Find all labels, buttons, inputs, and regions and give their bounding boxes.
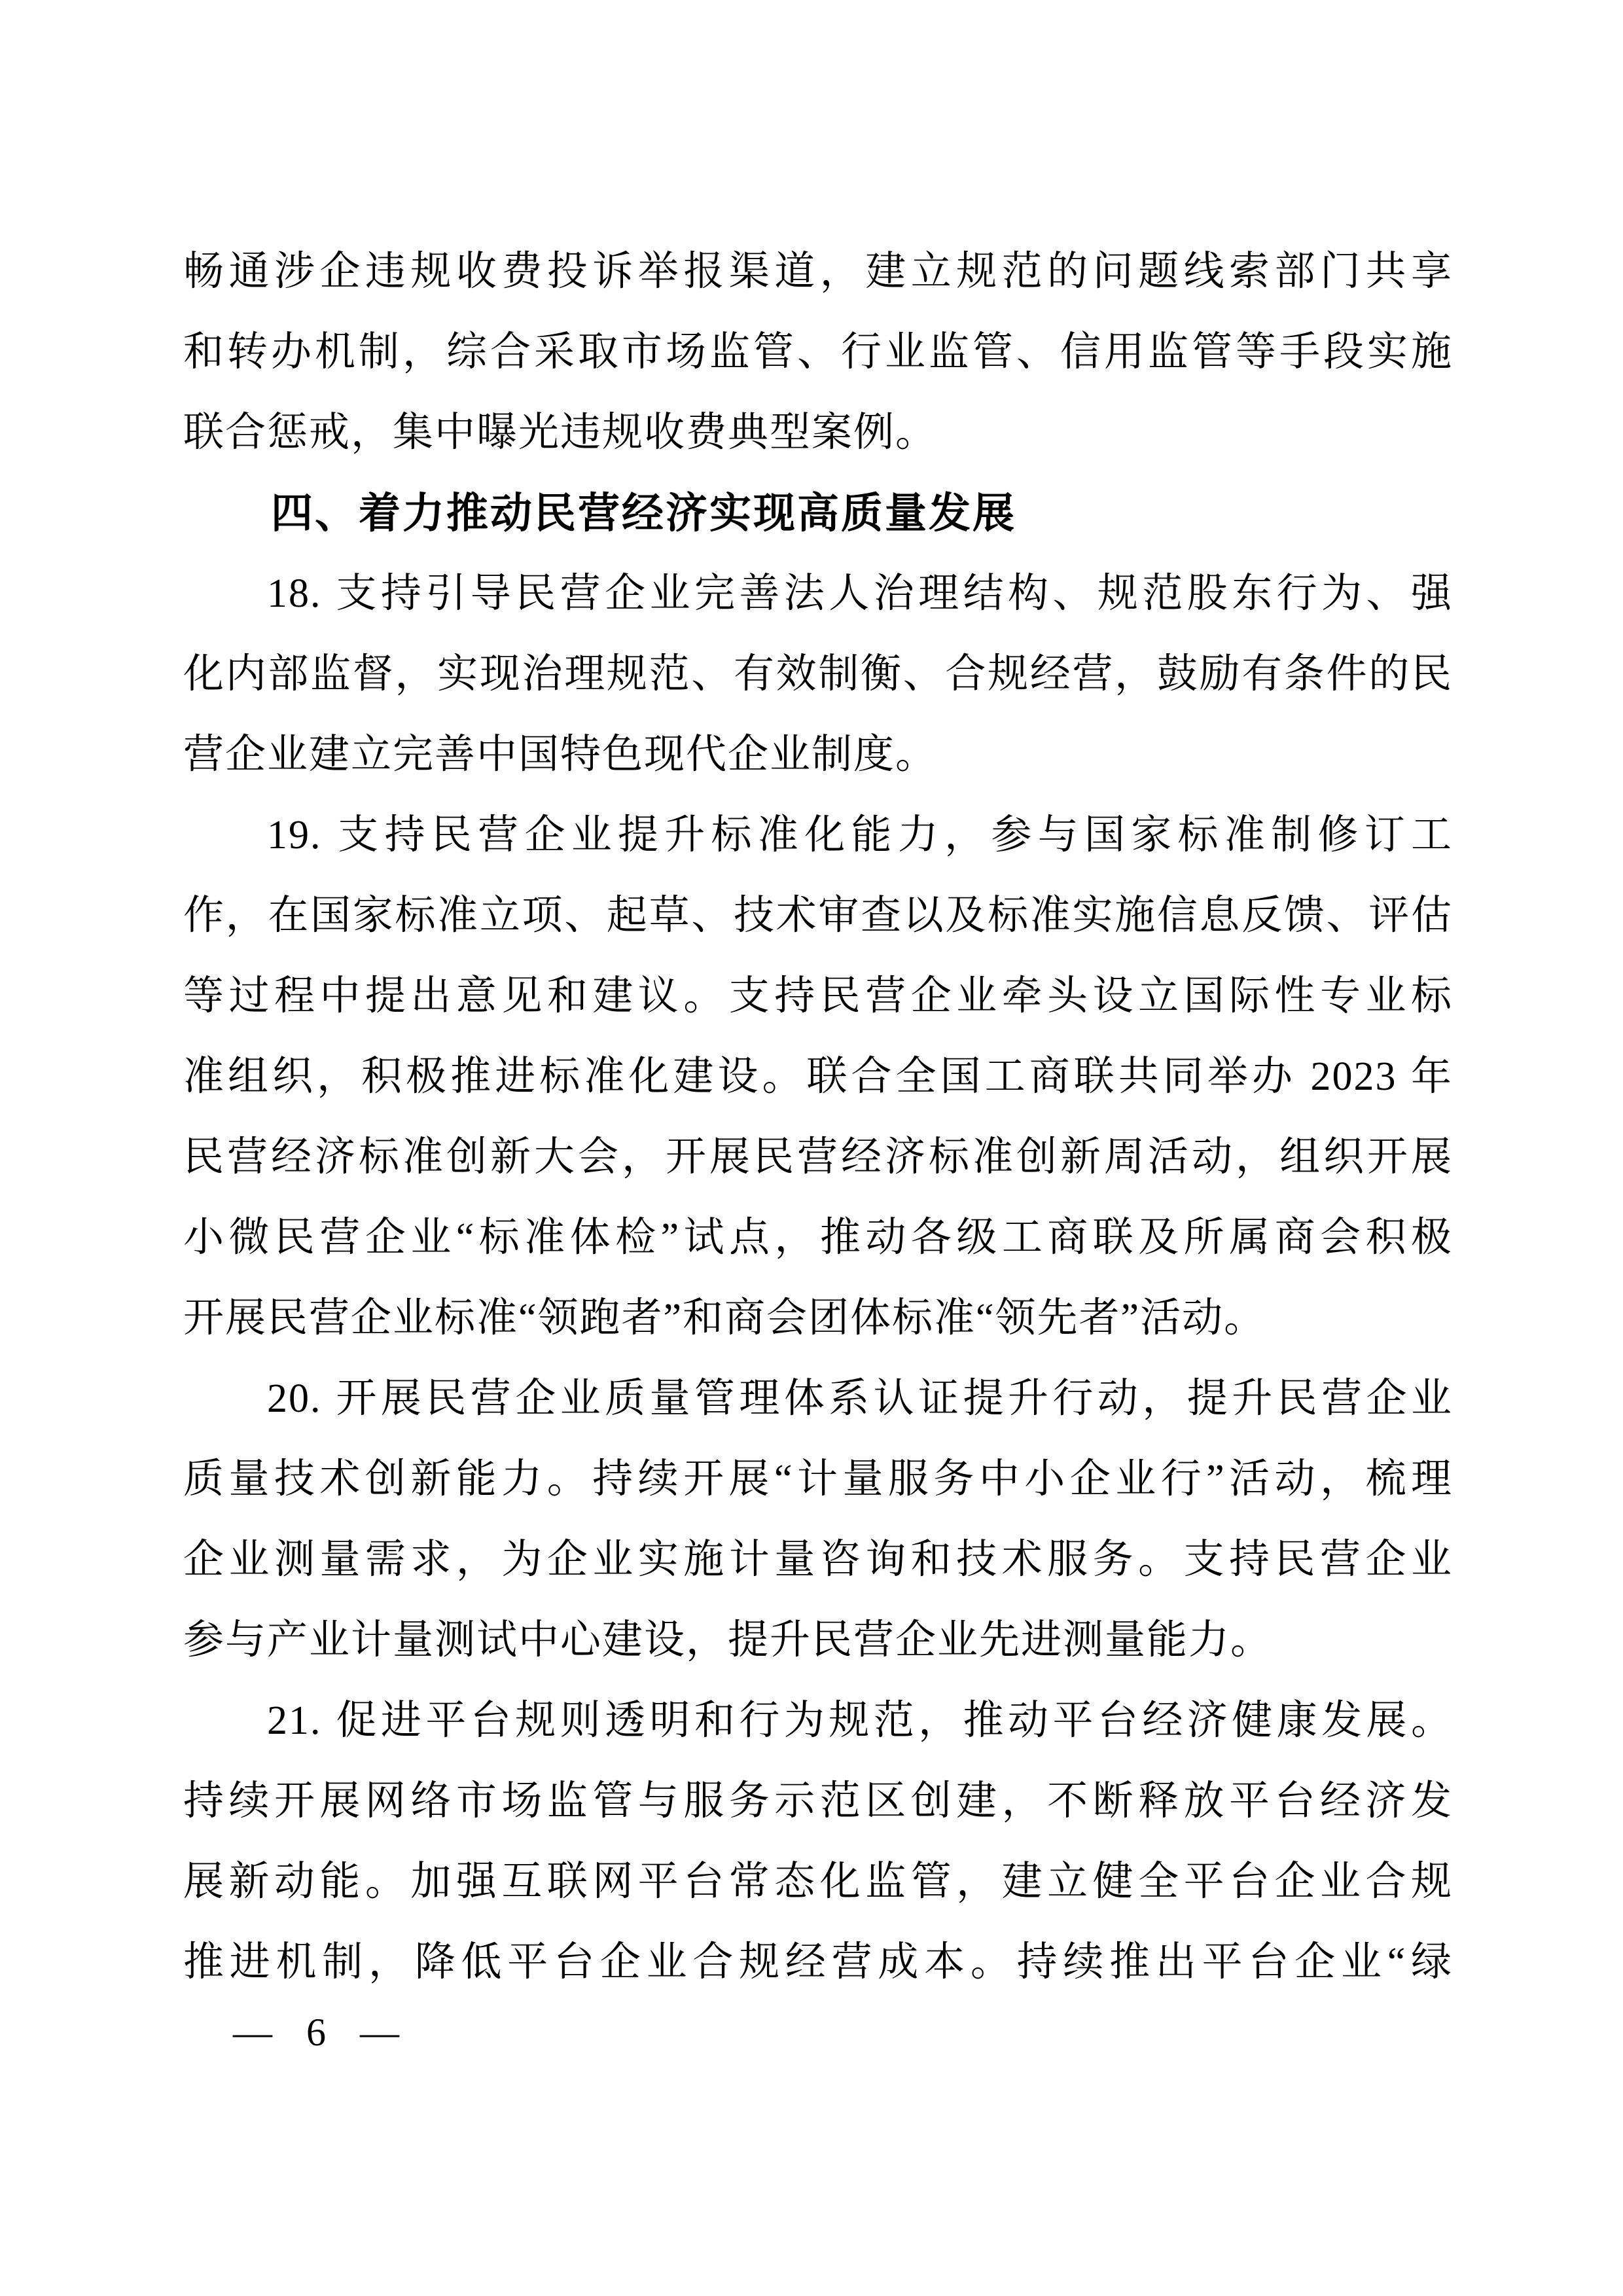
footer-dash-right: — [360, 2010, 399, 2054]
section-heading: 四、着力推动民营经济实现高质量发展 [271, 490, 1016, 537]
text-line: 持续开展网络市场监管与服务示范区创建，不断释放平台经济发 [183, 1779, 1453, 1823]
page-number: 6 [306, 2010, 326, 2054]
text-line: 20. 开展民营企业质量管理体系认证提升行动，提升民营企业 [267, 1376, 1453, 1421]
text-line: 展新动能。加强互联网平台常态化监管，建立健全平台企业合规 [183, 1859, 1453, 1904]
footer-dash-left: — [233, 2010, 272, 2054]
text-line: 和转办机制，综合采取市场监管、行业监管、信用监管等手段实施 [183, 330, 1453, 374]
text-line: 开展民营企业标准“领跑者”和商会团体标准“领先者”活动。 [183, 1296, 1266, 1340]
text-line: 质量技术创新能力。持续开展“计量服务中小企业行”活动，梳理 [183, 1457, 1453, 1501]
page-footer [233, 2012, 399, 2053]
text-line: 等过程中提出意见和建议。支持民营企业牵头设立国际性专业标 [183, 974, 1453, 1018]
text-line: 参与产业计量测试中心建设，提升民营企业先进测量能力。 [183, 1618, 1273, 1662]
text-line: 准组织，积极推进标准化建设。联合全国工商联共同举办 2023 年 [183, 1054, 1453, 1099]
text-line: 19. 支持民营企业提升标准化能力，参与国家标准制修订工 [267, 813, 1453, 857]
text-line: 畅通涉企违规收费投诉举报渠道，建立规范的问题线索部门共享 [183, 249, 1453, 294]
text-line: 民营经济标准创新大会，开展民营经济标准创新周活动，组织开展 [183, 1135, 1453, 1179]
text-line: 21. 促进平台规则透明和行为规范，推动平台经济健康发展。 [267, 1698, 1453, 1743]
text-line: 联合惩戒，集中曝光违规收费典型案例。 [183, 410, 938, 455]
document-body [183, 232, 1453, 2003]
text-line: 化内部监督，实现治理规范、有效制衡、合规经营，鼓励有条件的民 [183, 652, 1453, 696]
text-line: 企业测量需求，为企业实施计量咨询和技术服务。支持民营企业 [183, 1537, 1453, 1582]
text-line: 营企业建立完善中国特色现代企业制度。 [183, 732, 938, 777]
text-line: 作，在国家标准立项、起草、技术审查以及标准实施信息反馈、评估 [183, 893, 1453, 938]
text-line: 18. 支持引导民营企业完善法人治理结构、规范股东行为、强 [267, 571, 1453, 616]
text-line: 推进机制，降低平台企业合规经营成本。持续推出平台企业“绿 [183, 1940, 1453, 1984]
text-line: 小微民营企业“标准体检”试点，推动各级工商联及所属商会积极 [183, 1215, 1453, 1260]
